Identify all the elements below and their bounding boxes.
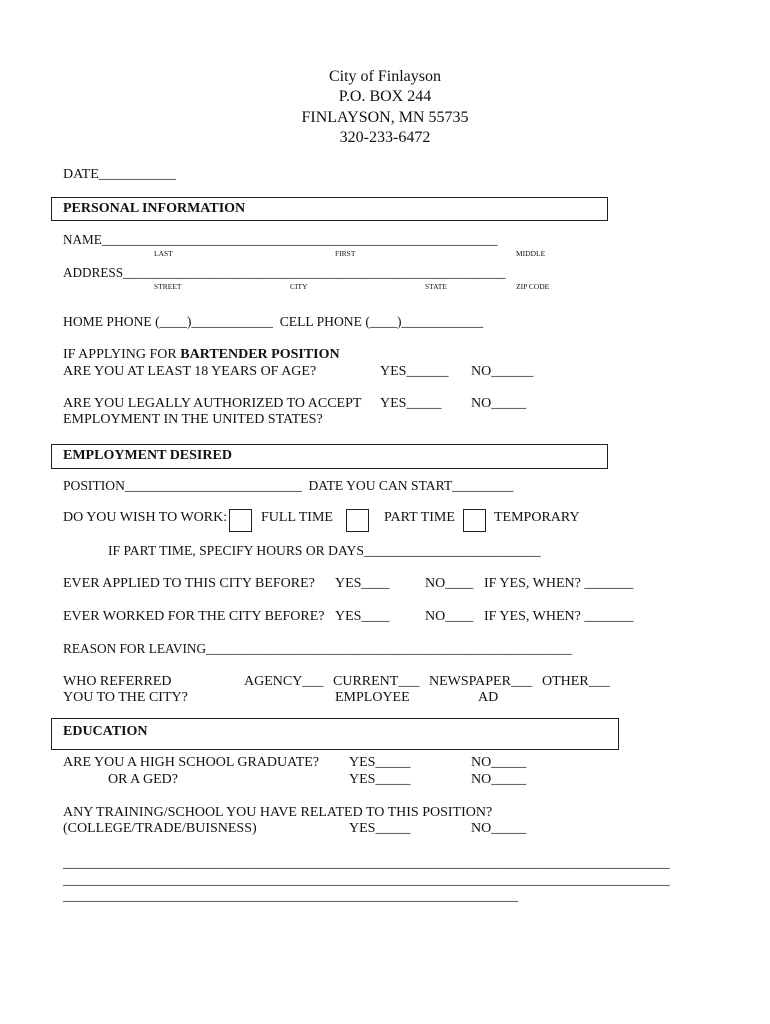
reason-field[interactable]: REASON FOR LEAVING_______________________________________________________ [63, 641, 572, 656]
name-sub-last: LAST [154, 249, 173, 258]
age-question: ARE YOU AT LEAST 18 YEARS OF AGE? [63, 364, 317, 379]
referral-other[interactable]: OTHER___ [542, 674, 610, 689]
referral-newspaper[interactable]: NEWSPAPER___ [429, 674, 532, 689]
age-no[interactable]: NO______ [471, 364, 534, 379]
po-box: P.O. BOX 244 [338, 88, 432, 105]
referral-newspaper-sub: AD [478, 690, 499, 705]
ged-yes[interactable]: YES_____ [349, 772, 411, 787]
applied-no[interactable]: NO____ [425, 576, 474, 591]
worked-when[interactable]: IF YES, WHEN? _______ [484, 609, 634, 624]
applied-question: EVER APPLIED TO THIS CITY BEFORE? [63, 576, 315, 591]
temporary-checkbox[interactable] [463, 509, 486, 532]
ged-question: OR A GED? [108, 772, 178, 787]
ged-no[interactable]: NO_____ [471, 772, 527, 787]
wish-label: DO YOU WISH TO WORK: [63, 510, 228, 525]
hs-no[interactable]: NO_____ [471, 755, 527, 770]
referral-current-employee-sub: EMPLOYEE [335, 690, 410, 705]
section-heading: EDUCATION [63, 724, 148, 739]
authorized-no[interactable]: NO_____ [471, 396, 527, 411]
training-no[interactable]: NO_____ [471, 821, 527, 836]
training-question: ANY TRAINING/SCHOOL YOU HAVE RELATED TO THIS POSITION? [63, 805, 493, 820]
section-heading: PERSONAL INFORMATION [63, 201, 246, 216]
phone-number: 320-233-6472 [339, 129, 431, 146]
phone-fields[interactable]: HOME PHONE (____)____________ CELL PHONE (____)____________ [63, 314, 484, 329]
part-time-hours-field[interactable]: IF PART TIME, SPECIFY HOURS OR DAYS__________________________ [108, 543, 541, 558]
address-sub-zip: ZIP CODE [516, 282, 550, 291]
name-field[interactable]: NAME____________________________________________________________ [63, 232, 498, 247]
hs-yes[interactable]: YES_____ [349, 755, 411, 770]
address-field[interactable]: ADDRESS__________________________________________________________ [63, 265, 506, 280]
name-sub-first: FIRST [335, 249, 356, 258]
section-heading: EMPLOYMENT DESIRED [63, 448, 232, 463]
address-sub-state: STATE [425, 282, 447, 291]
temporary-label: TEMPORARY [494, 510, 580, 525]
authorized-question-line1: ARE YOU LEGALLY AUTHORIZED TO ACCEPT [63, 396, 362, 411]
training-yes[interactable]: YES_____ [349, 821, 411, 836]
referred-label-line1: WHO REFERRED [63, 674, 172, 689]
authorized-yes[interactable]: YES_____ [380, 396, 442, 411]
age-yes[interactable]: YES______ [380, 364, 449, 379]
training-sub: (COLLEGE/TRADE/BUISNESS) [63, 821, 257, 836]
section-education [51, 718, 619, 750]
worked-yes[interactable]: YES____ [335, 609, 390, 624]
bartender-label: IF APPLYING FOR BARTENDER POSITION [63, 347, 340, 362]
address-sub-city: CITY [290, 282, 308, 291]
referral-current-employee[interactable]: CURRENT___ [333, 674, 420, 689]
address-sub-street: STREET [154, 282, 182, 291]
referred-label-line2: YOU TO THE CITY? [63, 690, 188, 705]
full-time-checkbox[interactable] [229, 509, 252, 532]
position-field[interactable]: POSITION__________________________ DATE YOU CAN START_________ [63, 478, 514, 493]
full-time-label: FULL TIME [261, 510, 333, 525]
applied-when[interactable]: IF YES, WHEN? _______ [484, 576, 634, 591]
worked-no[interactable]: NO____ [425, 609, 474, 624]
authorized-question-line2: EMPLOYMENT IN THE UNITED STATES? [63, 412, 323, 427]
section-employment [51, 444, 608, 469]
training-answer-line[interactable]: ____________________________________________________________________________________________ [63, 855, 670, 870]
hs-question: ARE YOU A HIGH SCHOOL GRADUATE? [63, 755, 320, 770]
referral-agency[interactable]: AGENCY___ [244, 674, 324, 689]
part-time-checkbox[interactable] [346, 509, 369, 532]
applied-yes[interactable]: YES____ [335, 576, 390, 591]
date-field[interactable]: DATE___________ [63, 167, 176, 182]
name-sub-middle: MIDDLE [516, 249, 546, 258]
worked-question: EVER WORKED FOR THE CITY BEFORE? [63, 609, 325, 624]
part-time-label: PART TIME [384, 510, 455, 525]
city-state-zip: FINLAYSON, MN 55735 [301, 109, 469, 126]
org-name: City of Finlayson [328, 68, 441, 85]
training-answer-line[interactable]: ____________________________________________________________________________________________ [63, 872, 670, 887]
section-personal [51, 197, 608, 221]
training-answer-line[interactable]: _____________________________________________________________________ [63, 888, 518, 903]
